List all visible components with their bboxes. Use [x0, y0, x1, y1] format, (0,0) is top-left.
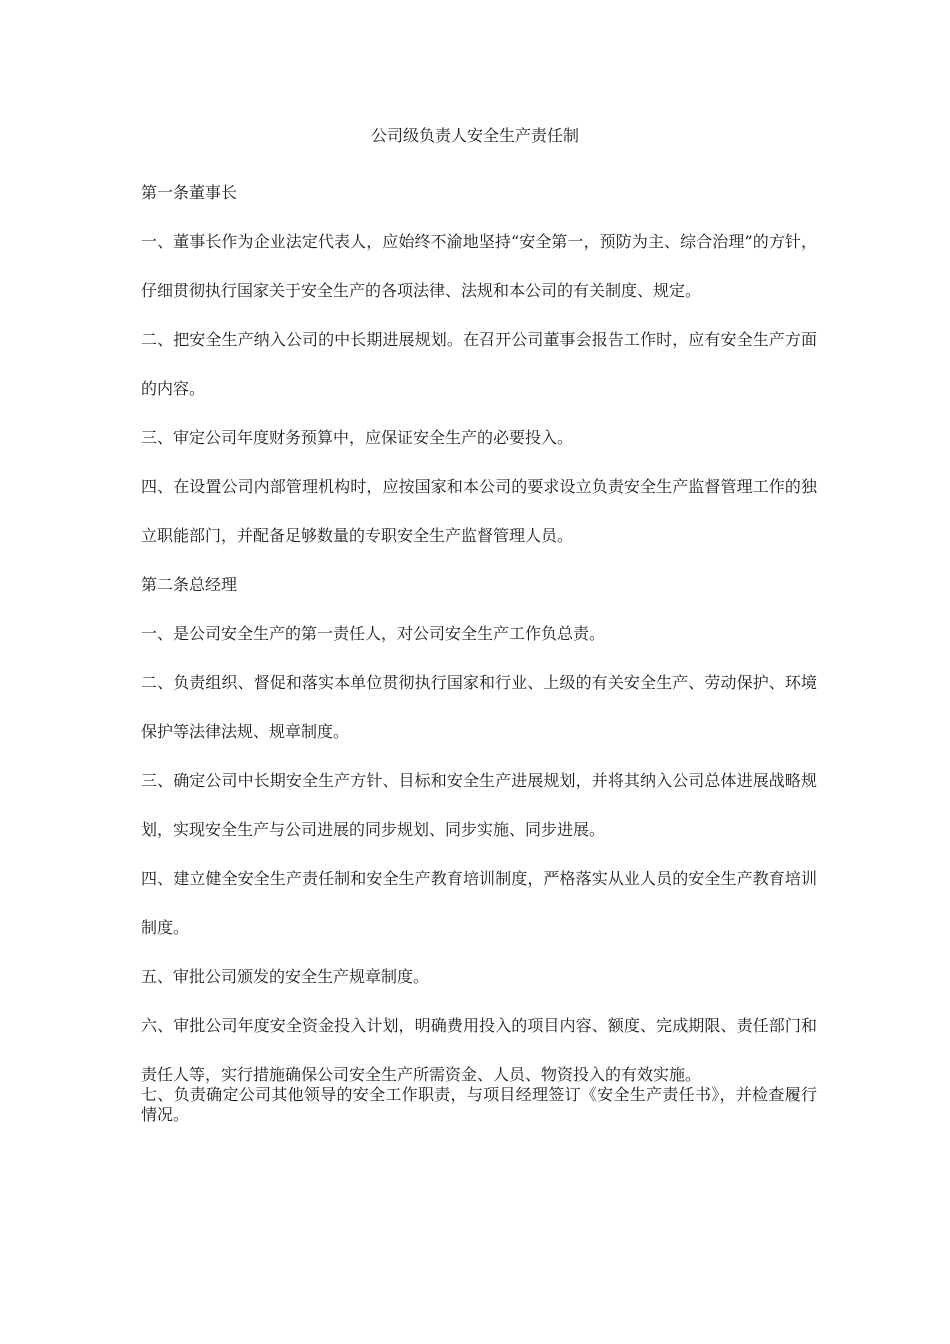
paragraph: 七、负责确定公司其他领导的安全工作职责，与项目经理签订《安全生产责任书》，并检查履行情况。	[141, 1085, 817, 1124]
section-heading-chairman: 第一条董事长	[141, 183, 238, 202]
paragraph: 一、董事长作为企业法定代表人，应始终不渝地坚持“安全第一，预防为主、综合治理”的方针，仔细贯彻执行国家关于安全生产的各项法律、法规和本公司的有关制度、规定。	[141, 232, 817, 300]
paragraph: 二、把安全生产纳入公司的中长期进展规划。在召开公司董事会报告工作时，应有安全生产方面的内容。	[141, 330, 817, 398]
paragraph: 四、在设置公司内部管理机构时，应按国家和本公司的要求设立负责安全生产监督管理工作的独立职能部门，并配备足够数量的专职安全生产监督管理人员。	[141, 477, 817, 545]
paragraph: 三、确定公司中长期安全生产方针、目标和安全生产进展规划，并将其纳入公司总体进展战略规划，实现安全生产与公司进展的同步规划、同步实施、同步进展。	[141, 771, 817, 839]
paragraph: 四、建立健全安全生产责任制和安全生产教育培训制度，严格落实从业人员的安全生产教育培训制度。	[141, 869, 817, 937]
paragraph: 三、审定公司年度财务预算中，应保证安全生产的必要投入。	[141, 428, 574, 447]
paragraph: 五、审批公司颁发的安全生产规章制度。	[141, 967, 430, 986]
document-body	[141, 168, 817, 1125]
section-heading-general-manager: 第二条总经理	[141, 575, 238, 594]
document-title: 公司级负责人安全生产责任制	[370, 126, 579, 145]
paragraph: 二、负责组织、督促和落实本单位贯彻执行国家和行业、上级的有关安全生产、劳动保护、环境保护等法律法规、规章制度。	[141, 673, 817, 741]
paragraph: 六、审批公司年度安全资金投入计划，明确费用投入的项目内容、额度、完成期限、责任部门和责任人等，实行措施确保公司安全生产所需资金、人员、物资投入的有效实施。	[141, 1016, 817, 1084]
paragraph: 一、是公司安全生产的第一责任人，对公司安全生产工作负总责。	[141, 624, 606, 643]
